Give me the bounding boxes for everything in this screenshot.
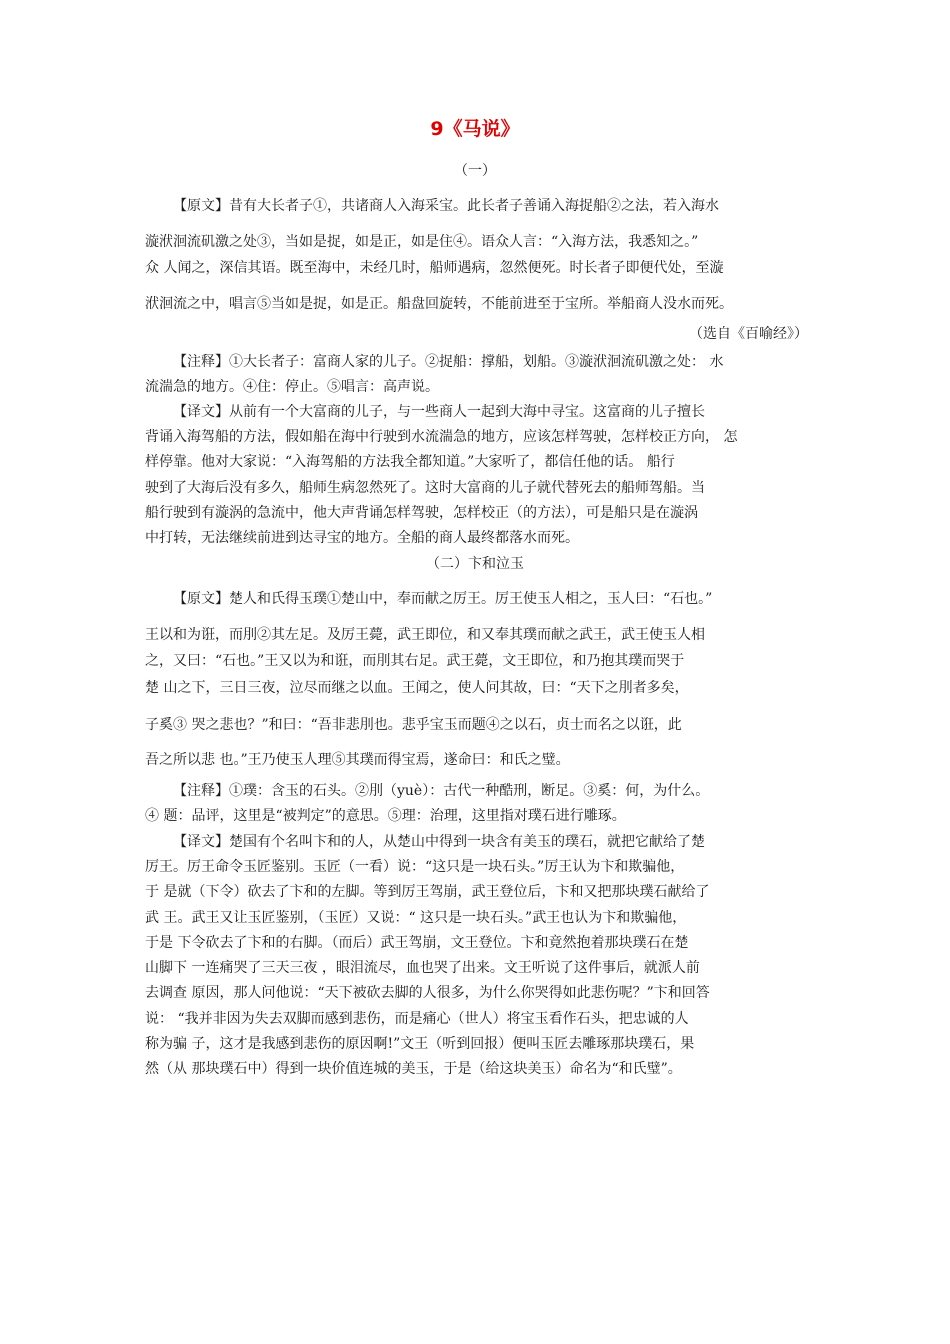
translation-line: 于 是就（下令）砍去了卞和的左脚。等到厉王驾崩，武王登位后，卞和又把那块璞石献给了 bbox=[145, 884, 710, 900]
translation-line: 武 王。武王又让玉匠鉴别，（玉匠）又说：“ 这只是一块石头。”武王也认为卞和欺骗他， bbox=[145, 910, 687, 926]
translation-line: 中打转，无法继续前进到达寻宝的地方。全船的商人最终都落水而死。 bbox=[145, 530, 579, 546]
notes-line: 流湍急的地方。④住：停止。⑤唱言：高声说。 bbox=[145, 379, 439, 395]
translation-line: 【译文】从前有一个大富商的儿子，与一些商人一起到大海中寻宝。这富商的儿子擅长 bbox=[173, 404, 705, 420]
translation-line: 船行驶到有漩涡的急流中，他大声背诵怎样驾驶，怎样校正（的方法），可是船只是在漩涡 bbox=[145, 505, 698, 521]
translation-line: 说： “我并非因为失去双脚而感到悲伤，而是痛心（世人）将宝玉看作石头，把忠诚的人 bbox=[145, 1011, 689, 1027]
notes-line: 【注释】①大长者子：富商人家的儿子。②捉船：撑船，划船。③漩洑洄流矶激之处： 水 bbox=[173, 354, 724, 370]
translation-line: 背诵入海驾船的方法，假如船在海中行驶到水流湍急的地方，应该怎样驾驶，怎样校正方向， 怎 bbox=[145, 429, 738, 445]
original-line: 众 人闻之，深信其语。既至海中，未经几时，船师遇病，忽然便死。时长者子即便代处，至漩 bbox=[145, 260, 724, 276]
original-line: 王以和为诳，而刖②其左足。及厉王薨，武王即位，和又奉其璞而献之武王，武王使玉人相 bbox=[145, 627, 705, 643]
document-title: 9《马说》 bbox=[430, 118, 520, 140]
original-line: 漩洑洄流矶激之处③，当如是捉，如是正，如是住④。语众人言：“入海方法，我悉知之。” bbox=[145, 234, 699, 250]
section2-heading: （二）卞和泣玉 bbox=[426, 556, 524, 572]
section1-heading: （一） bbox=[454, 163, 496, 179]
translation-line: 然（从 那块璞石中）得到一块价值连城的美玉，于是（给这块美玉）命名为“和氏璧”。 bbox=[145, 1061, 682, 1077]
original-line: 楚 山之下，三日三夜，泣尽而继之以血。王闻之，使人问其故，曰：“天下之刖者多矣， bbox=[145, 680, 689, 696]
translation-line: 【译文】楚国有个名叫卞和的人，从楚山中得到一块含有美玉的璞石，就把它献给了楚 bbox=[173, 834, 705, 850]
notes-line: 【注释】①璞：含玉的石头。②刖（yuè）：古代一种酷刑，断足。③奚：何，为什么。 bbox=[173, 783, 710, 799]
original-line: 子奚③ 哭之悲也？”和曰：“吾非悲刖也。悲乎宝玉而题④之以石，贞士而名之以诳，此 bbox=[145, 717, 682, 733]
translation-line: 样停靠。他对大家说：“入海驾船的方法我全都知道。”大家听了，都信任他的话。 船行 bbox=[145, 454, 675, 470]
translation-line: 驶到了大海后没有多久，船师生病忽然死了。这时大富商的儿子就代替死去的船师驾船。当 bbox=[145, 480, 705, 496]
original-line: 吾之所以悲 也。”王乃使玉人理⑤其璞而得宝焉，遂命曰：和氏之璧。 bbox=[145, 752, 570, 768]
original-line: 【原文】昔有大长者子①，共诸商人入海采宝。此长者子善诵入海捉船②之法，若入海水 bbox=[173, 198, 719, 214]
source-citation: （选自《百喻经》） bbox=[689, 326, 808, 342]
original-line: 洑洄流之中，唱言⑤当如是捉，如是正。船盘回旋转，不能前进至于宝所。举船商人没水而死。 bbox=[145, 296, 733, 312]
translation-line: 称为骗 子，这才是我感到悲伤的原因啊!”文王（听到回报）便叫玉匠去雕琢那块璞石，果 bbox=[145, 1036, 695, 1052]
translation-line: 山脚下 一连痛哭了三天三夜 ，眼泪流尽，血也哭了出来。文王听说了这件事后，就派人前 bbox=[145, 960, 700, 976]
notes-line: ④ 题：品评，这里是“被判定”的意思。⑤理：治理，这里指对璞石进行雕琢。 bbox=[145, 808, 626, 824]
translation-line: 厉王。厉王命令玉匠鉴别。玉匠（一看）说：“这只是一块石头。”厉王认为卞和欺骗他， bbox=[145, 859, 685, 875]
original-line: 之，又曰：“石也。”王又以为和诳，而刖其右足。武王薨，文王即位，和乃抱其璞而哭于 bbox=[145, 653, 685, 669]
original-line: 【原文】楚人和氏得玉璞①楚山中，奉而献之厉王。厉王使玉人相之，玉人曰：“石也。” bbox=[173, 591, 713, 607]
translation-line: 去调查 原因，那人问他说：“天下被砍去脚的人很多，为什么你哭得如此悲伤呢？”卞和回答 bbox=[145, 985, 710, 1001]
translation-line: 于是 下令砍去了卞和的右脚。（而后）武王驾崩，文王登位。卞和竟然抱着那块璞石在楚 bbox=[145, 935, 689, 951]
